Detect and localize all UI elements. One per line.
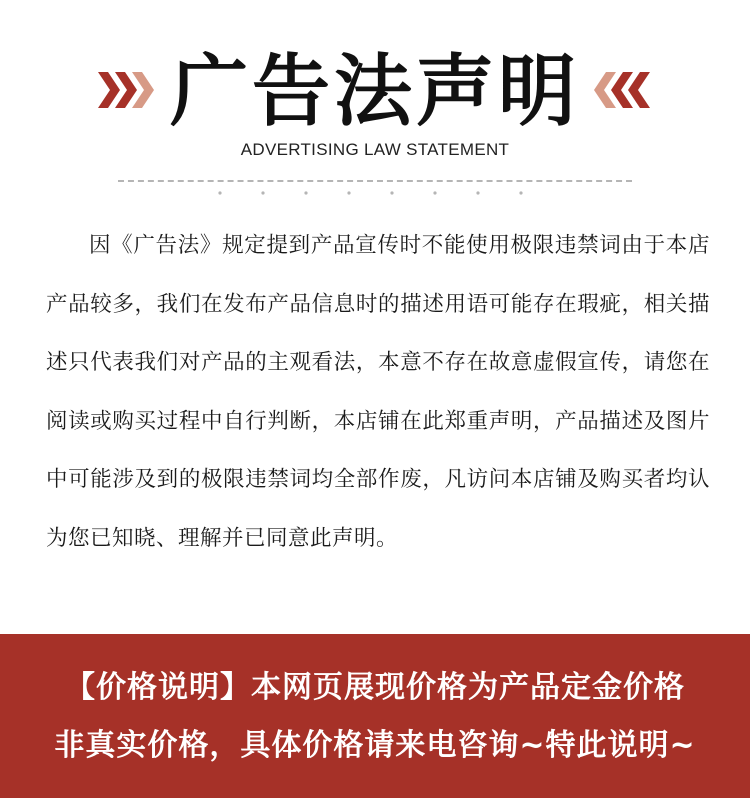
dot-divider bbox=[217, 190, 527, 196]
price-notice-banner bbox=[0, 634, 750, 798]
chevrons-left-icon bbox=[592, 72, 650, 108]
statement-body: 因《广告法》规定提到产品宣传时不能使用极限违禁词由于本店产品较多，我们在发布产品信息时的描述用语可能存在瑕疵，相关描述只代表我们对产品的主观看法，本意不存在故意虚假宣传，请您在阅读或购买过程中自行判断，本店铺在此郑重声明，产品描述及图片中可能涉及到的极限违禁词均全部作废，凡访问本店铺及购买者均认为您已知晓、理解并已同意此声明。 bbox=[46, 233, 710, 551]
dashed-divider bbox=[118, 180, 632, 182]
page-subtitle: ADVERTISING LAW STATEMENT bbox=[240, 140, 510, 159]
page-title: 广告法声明 bbox=[169, 47, 580, 137]
price-notice-line-2: 非真实价格，具体价格请来电咨询~特此说明~ bbox=[54, 728, 696, 763]
price-notice-line-1: 【价格说明】本网页展现价格为产品定金价格 bbox=[65, 670, 685, 705]
